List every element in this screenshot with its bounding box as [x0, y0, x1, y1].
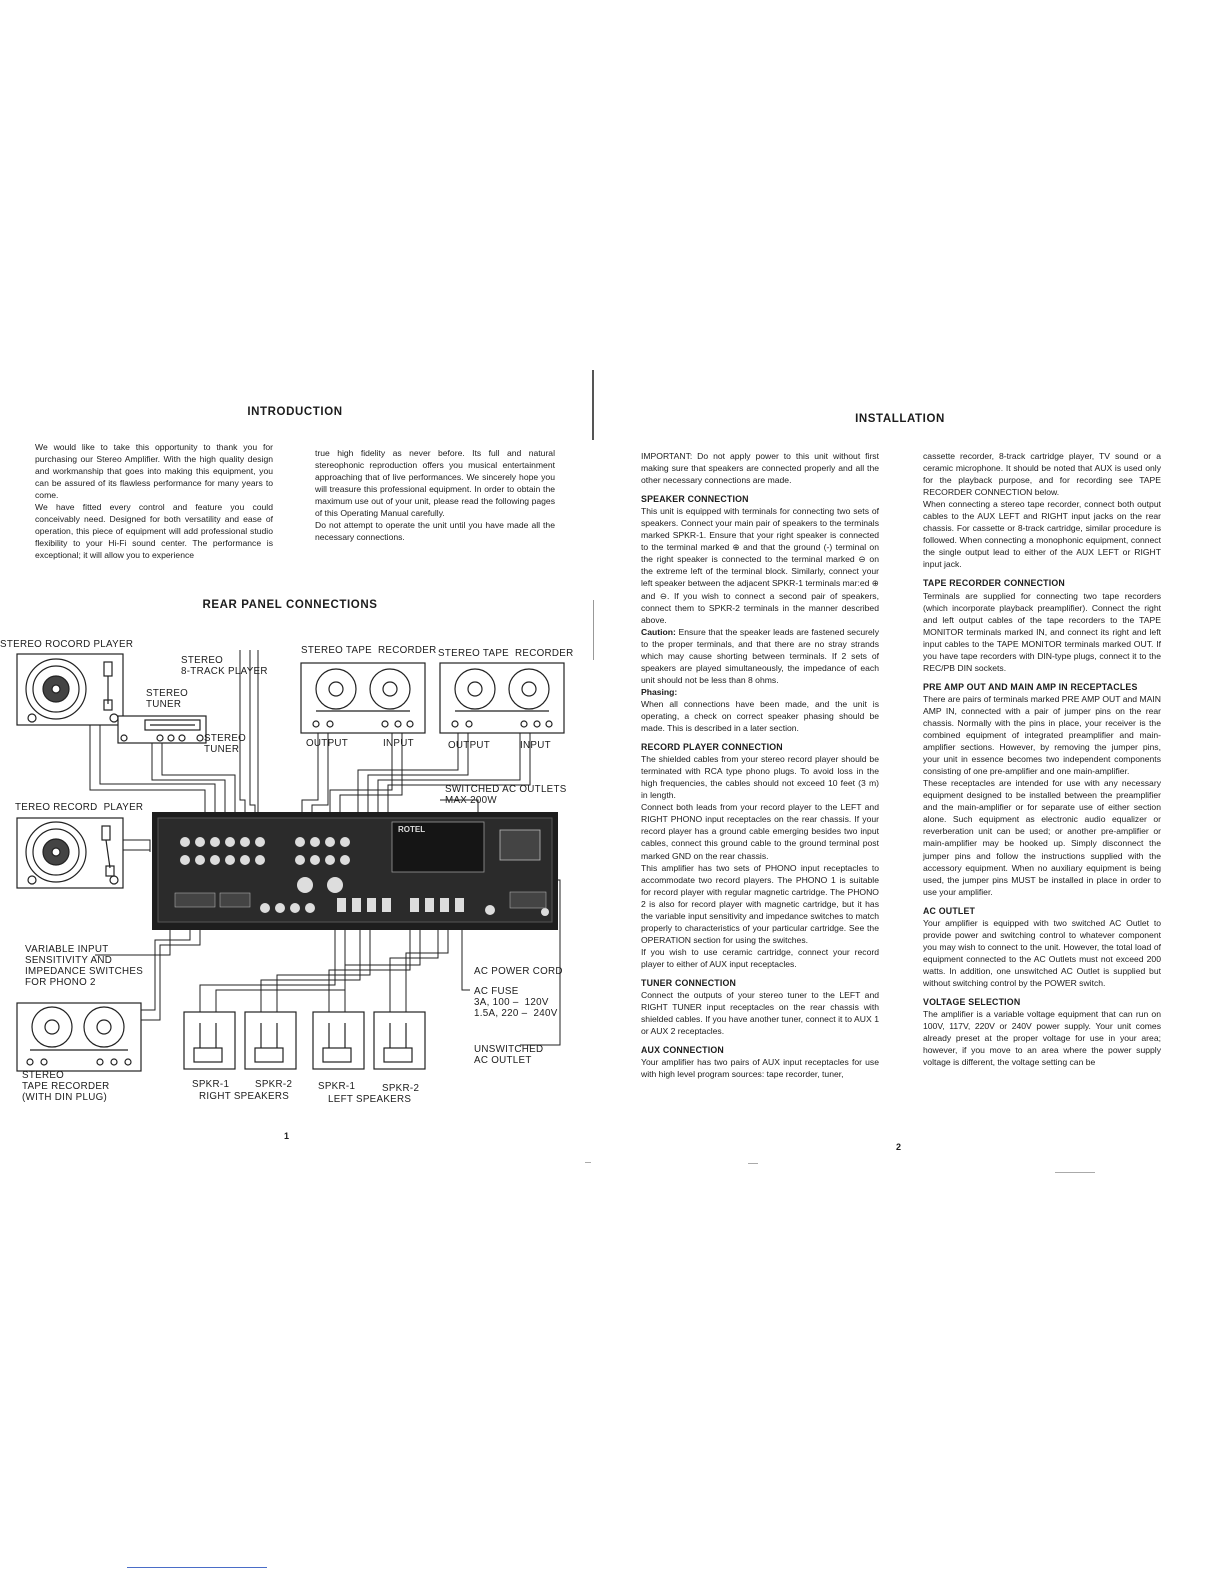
tape-recorder-icon: [440, 663, 564, 733]
voltage-paragraph: The amplifier is a variable voltage equipment that can run on 100V, 117V, 220V or 240V power supply. Your unit comes already preset at the proper voltage for use in your area; however, if you move to an area where the power supply voltage is different, the voltage setting can be: [923, 1009, 1161, 1068]
scan-mark: [1055, 1172, 1095, 1173]
phasing-paragraph: When all connections have been made, and the unit is operating, a check on correct speaker phasing should be made. This is described in a later section.: [641, 698, 879, 734]
aux-paragraph: Your amplifier has two pairs of AUX input receptacles for use with high level program sources: tape recorder, tuner,: [641, 1057, 879, 1080]
section-title: TAPE RECORDER CONNECTION: [923, 578, 1065, 589]
din-tape-recorder-icon: [17, 1003, 141, 1071]
label-record-player-middle: TEREO RECORD PLAYER: [15, 802, 144, 813]
label-output-2: OUTPUT: [448, 740, 491, 751]
caution-paragraph: [641, 626, 879, 686]
tape-recorder-icon: [301, 663, 425, 733]
phasing-label: Phasing:: [641, 686, 678, 697]
intro-column-left: [35, 441, 273, 561]
rear-panel-heading: REAR PANEL CONNECTIONS: [202, 599, 378, 611]
aux-continued-paragraph: When connecting a stereo tape recorder, connect both output cables to the AUX LEFT and RIGHT input jacks on the rear chassis. For cassette or 8-track cartridge, similar procedure is followed. When connecting a monophonic equipment, connect the single output lead to either of the AUX LEFT or RIGHT input jack.: [923, 499, 1161, 570]
speaker-icon: [374, 1012, 425, 1069]
label-tuner-side: STEREO TUNER: [204, 733, 247, 755]
tuner-paragraph: Connect the outputs of your stereo tuner to the LEFT and RIGHT TUNER input receptacles on the rear chassis with shielded cables. If you have another tuner, connect it to AUX 1 or AUX 2 receptacles.: [641, 990, 879, 1037]
page-number-2: 2: [896, 1142, 902, 1152]
label-output-1: OUTPUT: [306, 738, 349, 749]
tape-paragraph: Terminals are supplied for connecting two tape recorders (which incorporate playback preamplifier). Connect the right and left output cables of the tape recorders to the TAPE MONITOR terminals marked IN, and connect its right and left input cables to the TAPE MONITOR terminals marked OUT. If you have tape recorders with DIN-type plugs, connect it to the REC/PB DIN sockets.: [923, 590, 1161, 673]
label-variable-input: VARIABLE INPUT SENSITIVITY AND IMPEDANCE SWITCHES FOR PHONO 2: [25, 944, 144, 988]
label-ac-power-cord: AC POWER CORD: [474, 966, 563, 977]
rear-panel-diagram: [0, 620, 580, 1110]
label-ac-fuse: AC FUSE 3A, 100 – 120V 1.5A, 220 – 240V: [474, 986, 558, 1019]
label-8-track-player: STEREO 8-TRACK PLAYER: [181, 655, 268, 677]
brand-label: ROTEL: [398, 825, 426, 834]
record-player-middle-icon: [17, 818, 123, 888]
tuner-top-icon: [118, 716, 206, 743]
intro-paragraph: true high fidelity as never before. Its full and natural stereophonic reproduction offers you musical entertainment approaching that of live performances. We sincerely hope you will treasure this professional equipment. In order to obtain the maximum use out of your unit, please read the following pages of this Operating Manual carefully.: [315, 448, 555, 519]
label-spkr1-left: SPKR-1: [318, 1081, 356, 1092]
label-spkr2-right: SPKR-2: [255, 1079, 293, 1090]
section-title: PRE AMP OUT AND MAIN AMP IN RECEPTACLES: [923, 681, 1138, 692]
label-right-speakers: RIGHT SPEAKERS: [199, 1091, 290, 1102]
record-paragraph: The shielded cables from your stereo record player should be terminated with RCA type phono plugs. To avoid loss in the high frequencies, the cables should not exceed 10 feet (3 m) in length.: [641, 754, 879, 801]
installation-column-right: [923, 450, 1161, 1068]
page-fold: [592, 370, 594, 440]
label-input-1: INPUT: [383, 738, 414, 749]
introduction-heading: INTRODUCTION: [247, 406, 343, 418]
caution-text: Ensure that the speaker leads are fastened securely to the proper terminals, and that there are no stray strands which may cause shorting between terminals. If 2 sets of speakers are played simultaneously, the impedance of each unit should not be less than 8 ohms.: [641, 626, 879, 685]
section-title: AUX CONNECTION: [641, 1045, 724, 1056]
ac-outlet-paragraph: Your amplifier is equipped with two switched AC Outlet to provide power and switching control to whatever component you may wish to connect to the unit. However, the total load of equipment connected to the AC Outlets must not exceed 200 watts. In addition, one unswitched AC Outlet is supplied but without switching control by the POWER switch.: [923, 917, 1161, 988]
section-title: VOLTAGE SELECTION: [923, 997, 1021, 1008]
label-input-2: INPUT: [520, 740, 551, 751]
label-unswitched-outlet: UNSWITCHED AC OUTLET: [474, 1044, 544, 1066]
section-title: RECORD PLAYER CONNECTION: [641, 742, 783, 753]
label-tuner-top: STEREO TUNER: [146, 688, 189, 710]
installation-heading: INSTALLATION: [855, 413, 945, 425]
label-switched-ac-outlets: SWITCHED AC OUTLETS MAX 200W: [445, 784, 567, 806]
label-tape-recorder-2: STEREO TAPE RECORDER: [438, 648, 574, 659]
scan-mark: [585, 1162, 591, 1163]
intro-paragraph: We would like to take this opportunity to thank you for purchasing our Stereo Amplifier. With the high quality design and workmanship that goes into making this equipment, you can be assured of its flawless performance for many years to come.: [35, 442, 273, 501]
speaker-icon: [313, 1012, 364, 1069]
label-spkr2-left: SPKR-2: [382, 1083, 420, 1094]
intro-column-right: [315, 447, 555, 543]
link-underline: [127, 1567, 267, 1568]
speaker-icon: [245, 1012, 296, 1069]
speaker-paragraph: This unit is equipped with terminals for connecting two sets of speakers. Connect your main pair of speakers to the terminals marked SPKR-1. Ensure that your right speaker is connected to the terminal marked ⊕ and that the ground (-) terminal on the right speaker is connected to the terminal marked ⊖ on the extreme left of the terminal block. Similarly, connect your left speaker between the adjacent SPKR-1 terminals mar:ed ⊕ and ⊖. If you wish to connect a second pair of speakers, connect them to SPKR-2 terminals in the manner described above.: [641, 506, 879, 625]
speaker-icon: [184, 1012, 235, 1069]
record-paragraph: If you wish to use ceramic cartridge, connect your record player to either of AUX input receptacles.: [641, 946, 879, 969]
amplifier-rear-panel: [152, 812, 558, 930]
preamp-paragraph: These receptacles are intended for use with any necessary equipment designed to be installed between the preamplifier and the main-amplifier or for separate use of either section alone. Such equipment as electronic audio equalizer or reverberation unit can be used; or another pre-amplifier or main-amplifier may be hooked up. Simply disconnect the jumper pins and follow the instructions supplied with the accessory equipment. When no auxiliary equipment is being used, the jumper pins MUST be installed in place in order to use your amplifier.: [923, 778, 1161, 897]
aux-continued-paragraph: cassette recorder, 8-track cartridge player, TV sound or a ceramic microphone. It should be noted that AUX is used only for the playback purpose, and for recording see TAPE RECORDER CONNECTION below.: [923, 451, 1161, 498]
section-title: AC OUTLET: [923, 905, 976, 916]
record-paragraph: This amplifier has two sets of PHONO input receptacles to accommodate two record players. The PHONO 1 is suitable for record player with regular magnetic cartridge. The PHONO 2 is also for record player with magnetic cartridge, but it has the variable input sensitivity and impedance switches to match properly to characteristics of your particular cartridge. See the OPERATION section for using the switches.: [641, 862, 879, 945]
label-tape-recorder-1: STEREO TAPE RECORDER: [301, 645, 437, 656]
installation-column-left: [641, 450, 879, 1080]
label-spkr1-right: SPKR-1: [192, 1079, 230, 1090]
label-left-speakers: LEFT SPEAKERS: [328, 1094, 412, 1105]
page-number-1: 1: [284, 1131, 290, 1141]
label-record-player-top: STEREO ROCORD PLAYER: [0, 639, 134, 650]
preamp-paragraph: There are pairs of terminals marked PRE AMP OUT and MAIN AMP IN, connected with a pair of jumper pins on the rear chassis. Normally with the pins in place, your receiver is the combined equipment of integrated preamplifier and main-amplifier sections. However, by removing the jumper pins, your unit in essence becomes two independent components consisting of one pre-amplifier and one main-amplifier.: [923, 693, 1161, 777]
caution-label: Caution:: [641, 626, 676, 637]
intro-paragraph: We have fitted every control and feature you could conceivably need. Designed for both versatility and ease of operation, this piece of equipment will add professional studio flexibility to your Hi-Fi sound center. The performance is exceptional; it will allow you to experience: [35, 502, 273, 561]
label-din-tape-recorder: STEREO TAPE RECORDER (WITH DIN PLUG): [22, 1070, 110, 1103]
record-paragraph: Connect both leads from your record player to the LEFT and RIGHT PHONO input receptacles on the rear chassis. If your record player has a ground cable emerging besides two input cables, connect this ground cable to the ground terminal post marked GND on the rear chassis.: [641, 802, 879, 861]
section-title: TUNER CONNECTION: [641, 977, 737, 988]
record-player-top-icon: [17, 654, 123, 725]
important-paragraph: IMPORTANT: Do not apply power to this unit without first making sure that speakers are connected properly and all the other necessary connections are made.: [641, 451, 879, 486]
intro-paragraph: Do not attempt to operate the unit until you have made all the necessary connections.: [315, 520, 555, 543]
scan-mark: [748, 1163, 758, 1164]
page-fold: [593, 600, 594, 660]
section-title: SPEAKER CONNECTION: [641, 494, 749, 505]
